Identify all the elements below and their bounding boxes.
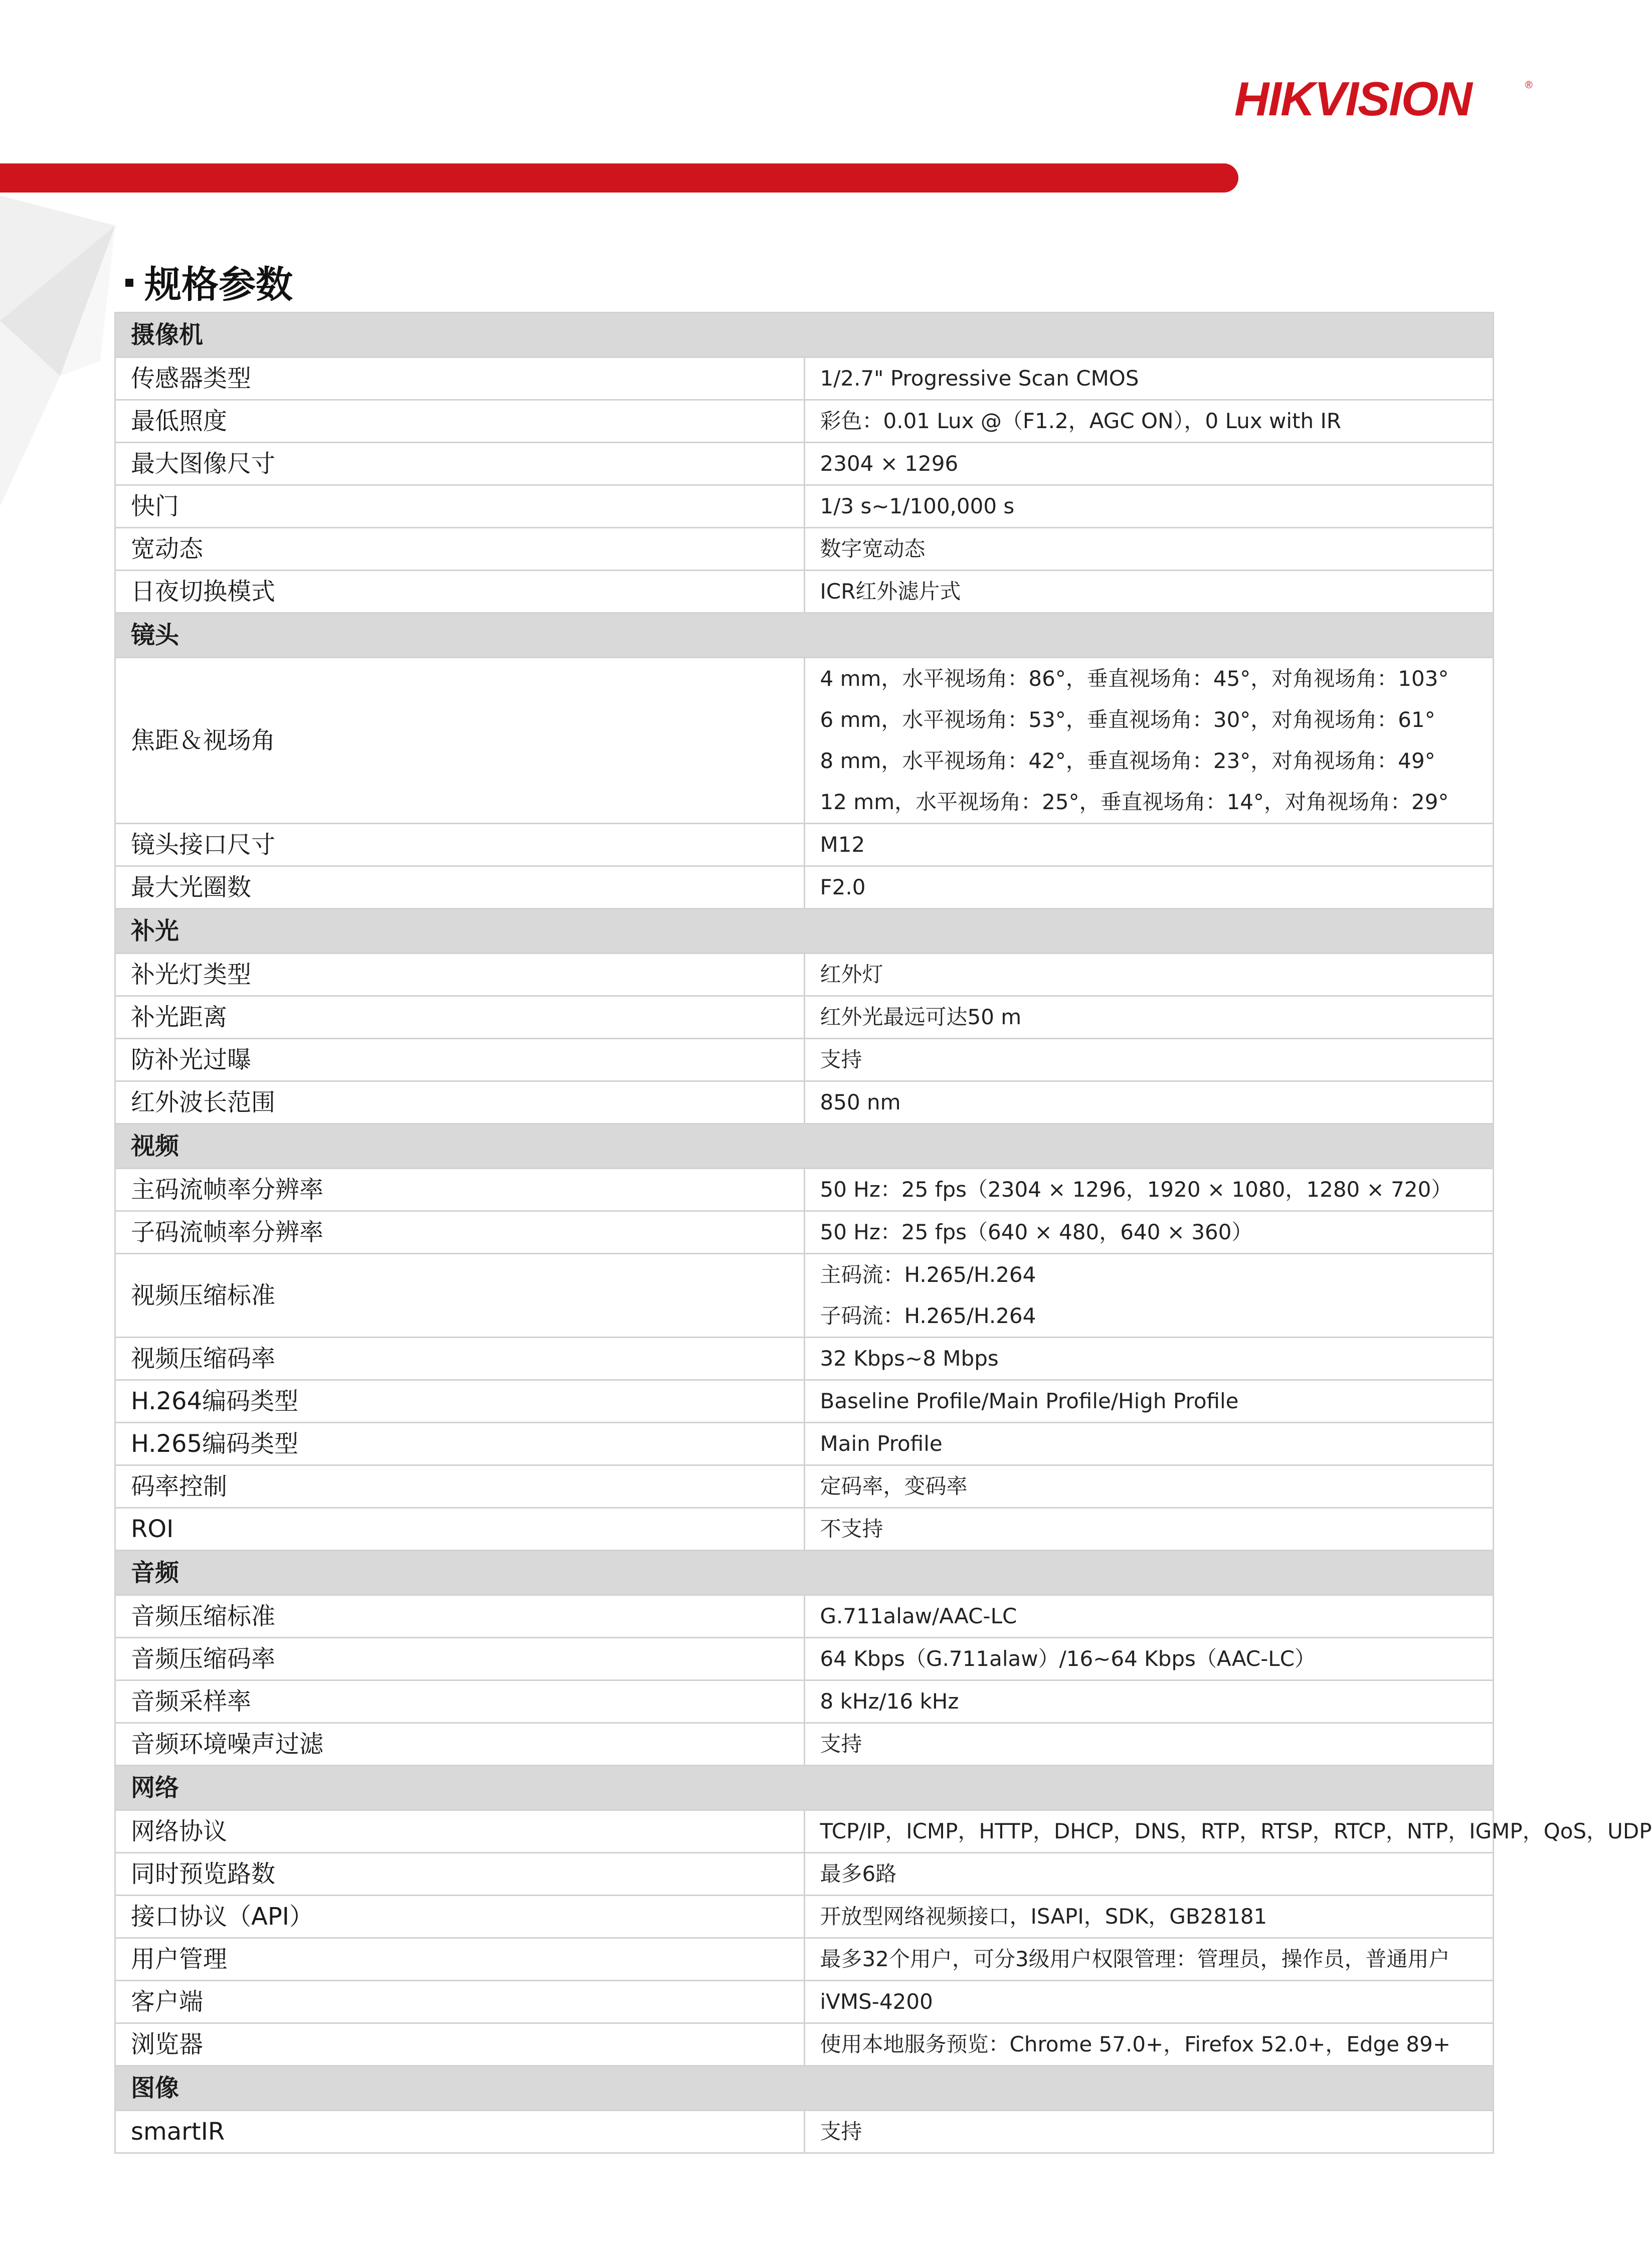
spec-value-line: 支持 xyxy=(820,1732,862,1756)
spec-row xyxy=(115,443,1494,485)
spec-value-line: 使用本地服务预览：Chrome 57.0+，Firefox 52.0+，Edge 89+ xyxy=(820,2032,1451,2056)
spec-value-line: 4 mm，水平视场角：86°，垂直视场角：45°，对角视场角：103° xyxy=(820,666,1449,691)
spec-value-line: 彩色：0.01 Lux @（F1.2，AGC ON），0 Lux with IR xyxy=(820,409,1342,433)
spec-value-line: Main Profile xyxy=(820,1431,943,1456)
spec-value xyxy=(804,1211,1494,1254)
spec-value-line: F2.0 xyxy=(820,875,866,899)
spec-label: 网络协议 xyxy=(115,1810,805,1853)
spec-row xyxy=(115,824,1494,866)
spec-label: 码率控制 xyxy=(115,1465,805,1508)
spec-value-line: 850 nm xyxy=(820,1090,901,1114)
spec-label: 宽动态 xyxy=(115,528,805,571)
spec-value-line: 1/2.7" Progressive Scan CMOS xyxy=(820,366,1139,391)
spec-label: 同时预览路数 xyxy=(115,1853,805,1896)
spec-value xyxy=(804,1810,1652,1853)
spec-row xyxy=(115,485,1494,528)
spec-label: 最低照度 xyxy=(115,400,805,443)
spec-value-line: TCP/IP，ICMP，HTTP，DHCP，DNS，RTP，RTSP，RTCP，NTP，IGMP，QoS，UDP xyxy=(820,1819,1652,1843)
spec-value-line: G.711alaw/AAC-LC xyxy=(820,1604,1017,1628)
spec-label: 补光距离 xyxy=(115,996,805,1039)
spec-row xyxy=(115,1039,1494,1081)
spec-label: 镜头接口尺寸 xyxy=(115,824,805,866)
spec-value xyxy=(804,658,1494,824)
spec-label: H.264编码类型 xyxy=(115,1380,805,1423)
spec-value xyxy=(804,1039,1494,1081)
spec-label: smartIR xyxy=(115,2111,805,2153)
spec-label: 主码流帧率分辨率 xyxy=(115,1169,805,1211)
spec-value xyxy=(804,1380,1494,1423)
spec-label: 焦距＆视场角 xyxy=(115,658,805,824)
spec-value xyxy=(804,2111,1494,2153)
spec-row xyxy=(115,1896,1494,1938)
spec-value-line: 红外灯 xyxy=(820,962,883,987)
spec-value-line: 50 Hz：25 fps（640 × 480，640 × 360） xyxy=(820,1220,1253,1244)
spec-value-line: 最多6路 xyxy=(820,1861,897,1886)
spec-value xyxy=(804,443,1494,485)
spec-row xyxy=(115,528,1494,571)
spec-value xyxy=(804,1338,1494,1380)
spec-value xyxy=(804,1896,1494,1938)
spec-row xyxy=(115,1595,1494,1638)
spec-row xyxy=(115,357,1494,400)
spec-label: 防补光过曝 xyxy=(115,1039,805,1081)
spec-value-line: 64 Kbps（G.711alaw）/16~64 Kbps（AAC-LC） xyxy=(820,1646,1316,1671)
spec-value xyxy=(804,1938,1494,1981)
spec-value xyxy=(804,824,1494,866)
spec-value-line: 8 kHz/16 kHz xyxy=(820,1689,959,1714)
spec-value xyxy=(804,1680,1494,1723)
category-title: 视频 xyxy=(115,1124,1494,1169)
spec-value xyxy=(804,2023,1494,2066)
spec-label: 客户端 xyxy=(115,1981,805,2023)
category-title: 镜头 xyxy=(115,613,1494,658)
spec-label: 用户管理 xyxy=(115,1938,805,1981)
category-title: 网络 xyxy=(115,1766,1494,1810)
category-row xyxy=(115,1766,1494,1810)
spec-label: 快门 xyxy=(115,485,805,528)
spec-value xyxy=(804,1853,1494,1896)
page-title-text: 规格参数 xyxy=(144,263,293,306)
spec-row xyxy=(115,1081,1494,1124)
spec-value-line: 数字宽动态 xyxy=(820,536,926,561)
spec-value xyxy=(804,1508,1494,1551)
spec-value xyxy=(804,1595,1494,1638)
spec-row xyxy=(115,400,1494,443)
category-title: 图像 xyxy=(115,2066,1494,2111)
spec-value-line: 最多32个用户，可分3级用户权限管理：管理员，操作员，普通用户 xyxy=(820,1947,1450,1971)
spec-label: 最大图像尺寸 xyxy=(115,443,805,485)
spec-value-line: 6 mm，水平视场角：53°，垂直视场角：30°，对角视场角：61° xyxy=(820,707,1435,732)
spec-row xyxy=(115,1254,1494,1338)
spec-value-line: ICR红外滤片式 xyxy=(820,579,961,604)
spec-row xyxy=(115,1508,1494,1551)
spec-value xyxy=(804,400,1494,443)
spec-row xyxy=(115,658,1494,824)
spec-row xyxy=(115,1638,1494,1680)
spec-value xyxy=(804,1254,1494,1338)
spec-row xyxy=(115,1380,1494,1423)
spec-value xyxy=(804,1723,1494,1766)
spec-value xyxy=(804,1638,1494,1680)
spec-value xyxy=(804,485,1494,528)
spec-row xyxy=(115,866,1494,909)
spec-value-line: 红外光最远可达50 m xyxy=(820,1005,1022,1029)
spec-row xyxy=(115,1169,1494,1211)
category-title: 摄像机 xyxy=(115,313,1494,357)
spec-value-line: 32 Kbps~8 Mbps xyxy=(820,1346,999,1371)
spec-row xyxy=(115,1423,1494,1465)
spec-label: 传感器类型 xyxy=(115,357,805,400)
spec-label: 音频压缩码率 xyxy=(115,1638,805,1680)
spec-row xyxy=(115,954,1494,996)
category-row xyxy=(115,2066,1494,2111)
spec-label: 最大光圈数 xyxy=(115,866,805,909)
spec-value-line: iVMS-4200 xyxy=(820,1989,933,2014)
spec-label: 音频环境噪声过滤 xyxy=(115,1723,805,1766)
spec-label: 接口协议（API） xyxy=(115,1896,805,1938)
spec-label: 视频压缩码率 xyxy=(115,1338,805,1380)
spec-value xyxy=(804,866,1494,909)
spec-label: 音频采样率 xyxy=(115,1680,805,1723)
spec-value-line: 子码流：H.265/H.264 xyxy=(820,1303,1036,1328)
spec-row xyxy=(115,1853,1494,1896)
category-title: 补光 xyxy=(115,909,1494,954)
spec-row xyxy=(115,1465,1494,1508)
spec-label: 浏览器 xyxy=(115,2023,805,2066)
spec-label: 补光灯类型 xyxy=(115,954,805,996)
spec-label: 日夜切换模式 xyxy=(115,571,805,613)
spec-value xyxy=(804,571,1494,613)
spec-label: 子码流帧率分辨率 xyxy=(115,1211,805,1254)
spec-value-line: Baseline Profile/Main Profile/High Profile xyxy=(820,1389,1239,1413)
spec-label: 音频压缩标准 xyxy=(115,1595,805,1638)
spec-value-line: 支持 xyxy=(820,2119,862,2144)
spec-row xyxy=(115,1810,1494,1853)
spec-value xyxy=(804,1169,1494,1211)
spec-value xyxy=(804,1981,1494,2023)
spec-value xyxy=(804,528,1494,571)
spec-value-line: 定码率，变码率 xyxy=(820,1474,968,1498)
spec-value xyxy=(804,954,1494,996)
svg-text:HIKVISION: HIKVISION xyxy=(1234,72,1472,126)
category-row xyxy=(115,313,1494,357)
spec-value xyxy=(804,996,1494,1039)
spec-label: 视频压缩标准 xyxy=(115,1254,805,1338)
spec-value-line: 50 Hz：25 fps（2304 × 1296，1920 × 1080，1280 × 720） xyxy=(820,1177,1452,1202)
spec-label: H.265编码类型 xyxy=(115,1423,805,1465)
spec-row xyxy=(115,1211,1494,1254)
spec-value-line: 2304 × 1296 xyxy=(820,451,959,476)
spec-value-line: 12 mm，水平视场角：25°，垂直视场角：14°，对角视场角：29° xyxy=(820,790,1449,814)
square-bullet-icon xyxy=(125,279,133,287)
spec-value-line: 1/3 s~1/100,000 s xyxy=(820,494,1015,518)
category-row xyxy=(115,1124,1494,1169)
svg-text:®: ® xyxy=(1525,80,1533,91)
spec-value-line: 支持 xyxy=(820,1047,862,1072)
spec-row xyxy=(115,1938,1494,1981)
category-row xyxy=(115,909,1494,954)
spec-value xyxy=(804,1423,1494,1465)
spec-value-line: 8 mm，水平视场角：42°，垂直视场角：23°，对角视场角：49° xyxy=(820,748,1435,773)
spec-value-line: 开放型网络视频接口，ISAPI，SDK，GB28181 xyxy=(820,1904,1267,1929)
spec-value-line: M12 xyxy=(820,832,865,857)
category-row xyxy=(115,1551,1494,1595)
spec-row xyxy=(115,1981,1494,2023)
category-row xyxy=(115,613,1494,658)
spec-value-line: 不支持 xyxy=(820,1517,883,1541)
spec-value-line: 主码流：H.265/H.264 xyxy=(820,1262,1036,1287)
hikvision-logo xyxy=(1232,71,1533,126)
spec-row xyxy=(115,1680,1494,1723)
header-red-band xyxy=(0,163,1238,193)
spec-table xyxy=(114,312,1652,2154)
category-title: 音频 xyxy=(115,1551,1494,1595)
spec-value xyxy=(804,1081,1494,1124)
spec-label: 红外波长范围 xyxy=(115,1081,805,1124)
spec-value xyxy=(804,1465,1494,1508)
spec-row xyxy=(115,1338,1494,1380)
decorative-polygons xyxy=(0,196,120,516)
spec-row xyxy=(115,996,1494,1039)
spec-row xyxy=(115,2111,1494,2153)
spec-row xyxy=(115,1723,1494,1766)
spec-label: ROI xyxy=(115,1508,805,1551)
page-title xyxy=(125,257,293,307)
spec-row xyxy=(115,571,1494,613)
spec-value xyxy=(804,357,1494,400)
spec-row xyxy=(115,2023,1494,2066)
